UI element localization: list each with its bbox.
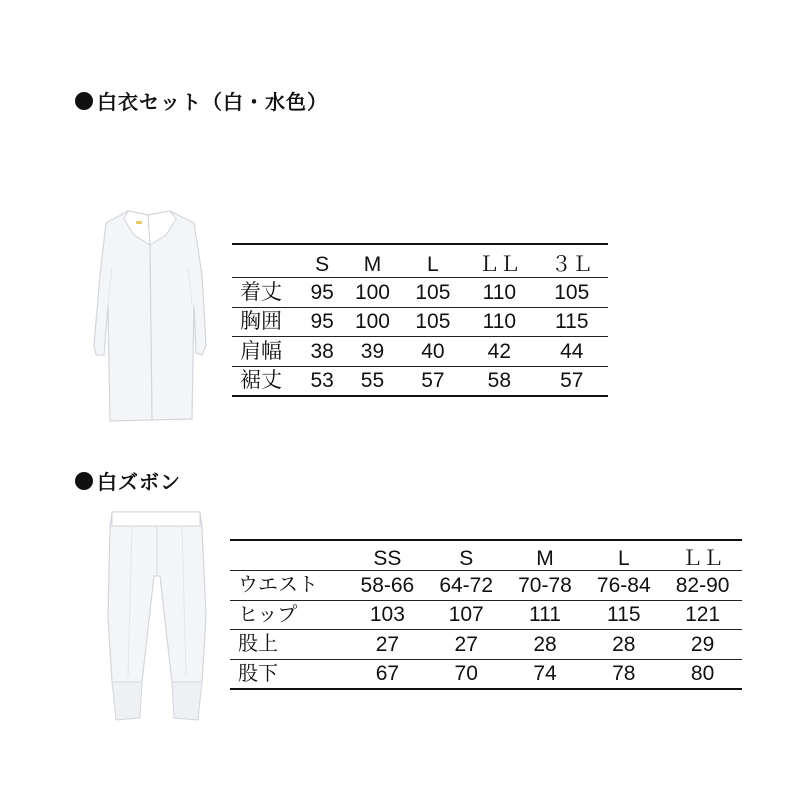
table-cell: 57 [421,369,445,393]
white-pants-image [102,506,212,728]
table-cell: 111 [529,603,561,627]
pants-title-text: 白ズボン [97,470,181,494]
table-cell: 58-66 [360,573,415,597]
header-size: SS [373,547,402,570]
header-size: S [459,547,474,570]
table-row [230,600,742,630]
table-cell: 64-72 [439,573,494,597]
table-cell: 105 [415,310,451,334]
header-size: ＬＬ [681,547,724,570]
table-cell: 70-78 [518,573,572,597]
bullet-icon [75,472,93,490]
header-size: M [536,547,554,570]
table-cell: 28 [533,632,557,656]
table-cell: 100 [354,310,390,334]
table-cell: 115 [607,603,641,627]
table-cell: 78 [612,662,636,686]
table-cell: 27 [454,632,478,656]
table-cell: 80 [690,662,715,686]
pants-cuff-right [172,682,202,720]
table-row [232,366,608,396]
table-cell: 57 [560,369,584,393]
coat-size-table [232,243,608,397]
header-size: S [315,253,330,276]
table-cell: 110 [482,310,517,334]
coat-logo [136,221,142,224]
table-cell: 55 [360,369,385,393]
table-row [232,278,608,308]
table-cell: 95 [310,310,334,334]
table-row [230,571,742,601]
header-size: ＬＬ [478,253,521,276]
header-size: L [427,253,439,276]
header-size: ３Ｌ [550,253,593,276]
table-cell: 27 [375,632,400,656]
table-cell: 58 [487,369,511,393]
table-row [230,659,742,689]
table-cell: 74 [533,662,557,686]
table-row [230,630,742,660]
pants-cuff-left [112,682,142,720]
table-cell: 44 [560,339,584,363]
row-label: 股上 [238,633,278,656]
table-cell: 39 [360,339,385,363]
table-cell: 28 [612,632,636,656]
header-size: L [617,547,630,570]
pants-size-table [230,539,742,690]
table-cell: 42 [487,339,511,363]
table-cell: 53 [310,369,334,393]
pants-section-title [75,466,181,495]
row-label: ヒップ [238,603,298,626]
header-corner [232,244,302,278]
table-cell: 70 [454,662,478,686]
table-cell: 105 [415,280,451,304]
table-cell: 82-90 [675,573,730,597]
table-header-row [230,540,742,571]
lab-coat-image [90,205,210,427]
row-label: 着丈 [240,280,282,304]
table-cell: 76-84 [596,573,651,597]
table-cell: 38 [310,339,334,363]
row-label: 肩幅 [240,339,282,363]
table-cell: 95 [310,280,334,304]
table-cell: 103 [369,603,405,627]
header-corner [230,540,348,571]
table-row [232,337,608,367]
table-cell: 115 [555,310,589,334]
table-cell: 40 [421,339,445,363]
row-label: ウエスト [238,574,318,597]
bullet-icon [75,92,93,110]
table-row [232,307,608,337]
table-cell: 121 [685,603,721,627]
table-cell: 29 [690,632,715,656]
table-header-row [232,244,608,278]
table-cell: 105 [554,280,590,304]
row-label: 裾丈 [240,369,282,393]
row-label: 股下 [238,662,278,685]
table-cell: 110 [482,280,517,304]
table-cell: 67 [375,662,400,686]
header-size: M [363,253,382,276]
table-cell: 100 [354,280,390,304]
table-cell: 107 [448,603,484,627]
pants-waistband [112,512,200,526]
row-label: 胸囲 [240,310,282,334]
coat-section-title [75,86,328,115]
coat-title-text: 白衣セット（白・水色） [97,90,328,114]
